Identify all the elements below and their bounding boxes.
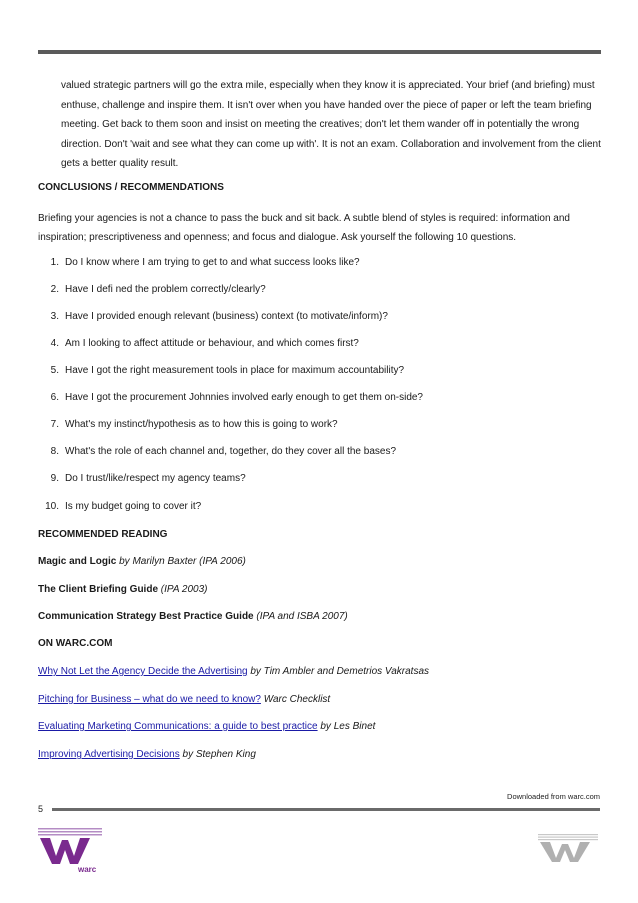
question-text: What's my instinct/hypothesis as to how this is going to work? [65, 419, 338, 430]
list-number: 9. [50, 473, 59, 484]
warc-link[interactable]: Why Not Let the Agency Decide the Advertising [38, 666, 248, 677]
recommended-reading-heading: RECOMMENDED READING [38, 529, 168, 540]
warc-item [38, 721, 375, 732]
question-text: Have I got the right measurement tools in place for maximum accountability? [65, 365, 405, 376]
list-number: 8. [50, 446, 59, 457]
continuation-paragraph [61, 76, 601, 174]
warc-link-meta: by Tim Ambler and Demetrios Vakratsas [250, 666, 430, 677]
warc-link-meta: by Les Binet [320, 721, 376, 732]
list-item [38, 446, 396, 457]
paragraph-line: inspiration; prescriptiveness and openness; and focus and dialogue. Ask yourself the following 10 questions. [38, 232, 517, 243]
list-number: 5. [50, 365, 59, 376]
conclusions-heading: CONCLUSIONS / RECOMMENDATIONS [38, 182, 224, 193]
list-item [38, 311, 388, 322]
warc-item [38, 694, 330, 705]
warc-link[interactable]: Improving Advertising Decisions [38, 749, 180, 760]
paragraph-line: direction. Don't 'wait and see what they can come up with'. It is not an exam. Collaboration and involvement from the client [61, 138, 601, 150]
list-number: 6. [50, 392, 59, 403]
paragraph-line: meeting. Get back to them soon and insist on meeting the creatives; don't let them wander off in potentially the wrong [61, 119, 580, 131]
question-text: Is my budget going to cover it? [65, 501, 202, 512]
downloaded-note: Downloaded from warc.com [507, 792, 600, 801]
list-number: 7. [50, 419, 59, 430]
paragraph-line: Briefing your agencies is not a chance to pass the buck and sit back. A subtle blend of styles is required: information and [38, 213, 570, 224]
reading-item [38, 584, 208, 595]
reading-title: Magic and Logic [38, 556, 117, 567]
logo-wordmark: warc [78, 865, 97, 874]
warc-item [38, 666, 429, 677]
page-number: 5 [38, 804, 44, 814]
reading-item [38, 556, 246, 567]
reading-meta: by Marilyn Baxter (IPA 2006) [119, 556, 246, 567]
question-text: What's the role of each channel and, together, do they cover all the bases? [65, 446, 397, 457]
question-text: Do I know where I am trying to get to and what success looks like? [65, 257, 360, 268]
reading-meta: (IPA and ISBA 2007) [256, 611, 348, 622]
warc-logo-mark [38, 828, 102, 874]
reading-title: The Client Briefing Guide [38, 584, 159, 595]
list-number: 2. [50, 284, 59, 295]
list-item [38, 257, 360, 268]
warc-watermark-icon [538, 834, 598, 862]
list-number: 10. [45, 501, 59, 512]
list-item [38, 501, 201, 512]
list-item [38, 419, 338, 430]
list-item [38, 284, 266, 295]
top-rule [38, 50, 601, 54]
reading-meta: (IPA 2003) [160, 584, 208, 595]
warc-link[interactable]: Evaluating Marketing Communications: a guide to best practice [38, 721, 318, 732]
bottom-rule [52, 808, 600, 811]
paragraph-line: valued strategic partners will go the extra mile, especially when they know it is appreciated. Your brief (and briefing) must [61, 80, 595, 91]
list-number: 4. [50, 338, 59, 349]
warc-link-meta: by Stephen King [182, 749, 256, 760]
warc-heading: ON WARC.COM [38, 638, 113, 649]
question-text: Am I looking to affect attitude or behaviour, and which comes first? [65, 338, 359, 349]
reading-item [38, 611, 348, 622]
question-text: Have I got the procurement Johnnies involved early enough to get them on-side? [65, 392, 423, 403]
warc-logo [38, 828, 102, 874]
list-item [38, 392, 423, 403]
conclusions-paragraph [38, 209, 598, 247]
warc-link[interactable]: Pitching for Business – what do we need to know? [38, 694, 261, 705]
list-number: 1. [50, 257, 59, 268]
list-item [38, 473, 246, 484]
question-text: Have I defi ned the problem correctly/clearly? [65, 284, 266, 295]
paragraph-line: gets a better quality result. [61, 158, 179, 170]
list-item [38, 365, 404, 376]
question-text: Do I trust/like/respect my agency teams? [65, 473, 246, 484]
warc-link-meta: Warc Checklist [263, 694, 331, 705]
question-text: Have I provided enough relevant (business) context (to motivate/inform)? [65, 311, 388, 322]
list-item [38, 338, 359, 349]
reading-title: Communication Strategy Best Practice Guide [38, 611, 254, 622]
paragraph-line: enthuse, challenge and inspire them. It isn't over when you have handed over the piece of paper or left the team briefing [61, 99, 592, 111]
warc-item [38, 749, 256, 760]
list-number: 3. [50, 311, 59, 322]
